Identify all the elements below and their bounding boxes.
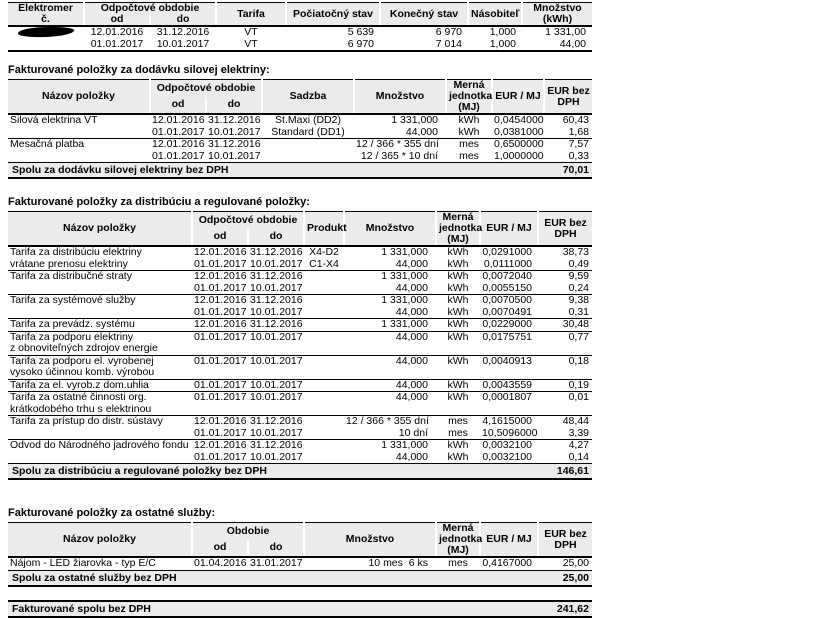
cell: kWh xyxy=(436,440,480,452)
cell: 4,1615000 xyxy=(480,416,538,428)
cell: 0,0055150 xyxy=(482,282,532,294)
cell: kWh xyxy=(436,295,480,307)
cell: 10 dní xyxy=(398,427,428,439)
cell: 12.01.2016 xyxy=(194,246,247,258)
table-row xyxy=(8,283,592,295)
cell: 1 331,000 xyxy=(344,295,436,307)
spacer xyxy=(8,52,608,64)
cell: 0,14 xyxy=(568,451,589,463)
col-header-quantity-kwh: Množstvo (kWh) xyxy=(522,3,592,27)
col-header-quantity: Množstvo xyxy=(304,523,436,558)
cell: Tarifa za prevádz. systému xyxy=(8,319,192,332)
cell: 01.04.2016 xyxy=(194,557,247,569)
cell: kWh xyxy=(436,319,480,332)
cell xyxy=(480,343,538,355)
cell: 1 331,000 xyxy=(344,319,436,332)
cell: 1 331,000 xyxy=(344,246,436,259)
cell: 44,000 xyxy=(344,379,436,392)
cell xyxy=(304,319,344,332)
cell: 38,73 xyxy=(538,246,592,259)
cell: 0,0072040 xyxy=(480,271,538,283)
cell: 0,31 xyxy=(568,306,589,318)
cell: 12 / 366 * 355 dní xyxy=(344,416,436,428)
cell xyxy=(192,343,248,355)
cell: 0,0070500 xyxy=(480,295,538,307)
cell: Silová elektrina VT xyxy=(8,114,150,127)
cell xyxy=(344,404,436,416)
cell xyxy=(480,404,538,416)
col-header-od: od xyxy=(192,540,248,557)
cell: 44,000 xyxy=(395,306,428,318)
cell xyxy=(304,404,344,416)
cell: 0,33 xyxy=(568,150,589,162)
cell: 10,5096000 xyxy=(482,427,538,439)
meter-table-body xyxy=(8,26,592,51)
cell: vrátane prenosu elektriny xyxy=(10,258,128,270)
spacer xyxy=(8,179,608,196)
col-header-tariff: Tarifa xyxy=(216,3,286,27)
cell: 31.12.2016 xyxy=(250,294,303,306)
cell: 10.01.2017 xyxy=(250,258,303,270)
cell xyxy=(304,428,344,440)
cell: 6 970 xyxy=(380,26,468,39)
cell xyxy=(8,151,150,163)
table-row xyxy=(8,355,592,367)
table-row xyxy=(8,259,592,271)
table-row xyxy=(8,331,592,343)
cell: 1 331,000 xyxy=(344,440,436,452)
cell: 44,000 xyxy=(395,451,428,463)
grand-total-bar xyxy=(8,600,592,618)
col-header-item-name: Názov položky xyxy=(8,80,150,115)
cell: 0,0229000 xyxy=(480,319,538,332)
cell: 44,00 xyxy=(559,38,586,50)
table-row xyxy=(8,319,592,332)
table-row xyxy=(8,271,592,283)
cell: kWh xyxy=(436,246,480,259)
col-header-unit: Merná jednotka (MJ) xyxy=(446,80,492,115)
cell: 0,19 xyxy=(538,379,592,392)
cell: kWh xyxy=(447,258,469,270)
cell: 0,18 xyxy=(538,355,592,367)
table-row xyxy=(8,39,592,52)
cell: 25,00 xyxy=(538,557,592,570)
cell: 9,38 xyxy=(538,295,592,307)
cell: 0,0291000 xyxy=(480,246,538,259)
cell: kWh xyxy=(458,126,480,138)
meter-label-line2: č. xyxy=(41,13,50,25)
cell: 0,0111000 xyxy=(483,258,532,270)
col-header-do: do xyxy=(206,97,262,114)
cell: 12 / 366 * 355 dní xyxy=(354,139,446,151)
total-label: Spolu za distribúciu a regulované položky bez DPH xyxy=(12,465,267,477)
cell xyxy=(538,404,592,416)
cell: 44,000 xyxy=(344,355,436,367)
table-row xyxy=(8,343,592,355)
cell: 1 331,00 xyxy=(522,26,592,39)
cell: 31.12.2016 xyxy=(150,26,216,39)
cell: kWh xyxy=(436,331,480,343)
cell: mes xyxy=(436,416,480,428)
meter-label-line1: Elektromer xyxy=(18,2,73,14)
col-header-eur: EUR bez DPH xyxy=(538,523,592,558)
cell: mes xyxy=(446,139,492,151)
table-row xyxy=(8,416,592,428)
col-header-period-group: Odpočtové obdobie xyxy=(192,212,304,229)
cell: Tarifa za podporu elektriny xyxy=(8,331,192,343)
cell: kWh xyxy=(436,355,480,367)
cell: X4-D2 xyxy=(304,246,344,259)
table-row xyxy=(8,246,592,259)
col-header-period-group: Obdobie xyxy=(192,523,304,540)
cell: 01.01.2017 xyxy=(90,38,144,50)
table-row xyxy=(8,452,592,464)
cell: kWh xyxy=(436,379,480,392)
cell: C1-X4 xyxy=(309,258,339,270)
cell: Tarifa za ostatné činnosti org. xyxy=(8,392,192,404)
cell xyxy=(304,392,344,404)
distribution-table-body xyxy=(8,246,592,463)
supply-table-body xyxy=(8,114,592,162)
cell: mes xyxy=(436,557,480,570)
cell: Odvod do Národného jadrového fondu xyxy=(8,440,192,452)
cell: 12.01.2016 xyxy=(194,318,247,330)
cell: 1,68 xyxy=(568,126,589,138)
cell: Št.Maxi (DD2) xyxy=(262,114,354,127)
col-header-do: do xyxy=(150,14,216,26)
cell: 1 331,000 xyxy=(344,271,436,283)
cell xyxy=(538,367,592,379)
cell: 10.01.2017 xyxy=(250,355,303,367)
table-row xyxy=(8,367,592,379)
cell xyxy=(8,26,84,39)
col-header-item-name: Názov položky xyxy=(8,212,192,247)
table-row xyxy=(8,26,592,39)
cell: Tarifa za prístup do distr. sústavy xyxy=(8,416,192,428)
col-header-od: od xyxy=(192,229,248,246)
cell: 10.01.2017 xyxy=(250,391,303,403)
cell: 1 331,000 xyxy=(354,114,446,127)
cell xyxy=(8,428,192,440)
cell: 1,000 xyxy=(489,38,516,50)
cell: z obnoviteľných zdrojov energie xyxy=(10,343,158,354)
distribution-table xyxy=(8,211,592,463)
table-row xyxy=(8,557,592,570)
cell: Tarifa za distribučné straty xyxy=(8,271,192,283)
table-row xyxy=(8,404,592,416)
cell: 48,44 xyxy=(538,416,592,428)
cell: 9,59 xyxy=(538,271,592,283)
cell: 10 mes 6 ks xyxy=(304,557,436,570)
cell xyxy=(304,295,344,307)
cell xyxy=(304,379,344,392)
col-header-final-state: Konečný stav xyxy=(380,3,468,27)
cell: 0,6500000 xyxy=(494,138,544,150)
spacer xyxy=(8,587,608,600)
cell: Tarifa za systémové služby xyxy=(8,295,192,307)
cell: 01.01.2017 xyxy=(194,258,247,270)
distribution-total-bar xyxy=(8,463,592,480)
cell xyxy=(436,367,480,379)
other-total-bar xyxy=(8,570,592,587)
cell: 10.01.2017 xyxy=(250,306,303,318)
cell: 0,0032100 xyxy=(482,451,532,463)
cell: kWh xyxy=(447,451,469,463)
cell xyxy=(248,367,304,379)
total-value: 146,61 xyxy=(556,465,589,477)
cell xyxy=(304,440,344,452)
cell: 0,49 xyxy=(568,258,589,270)
cell: 44,000 xyxy=(344,392,436,404)
redaction-mark xyxy=(17,26,75,38)
cell: 31.12.2016 xyxy=(208,114,261,126)
col-header-item-name: Názov položky xyxy=(8,523,192,558)
cell: kWh xyxy=(436,271,480,283)
cell xyxy=(304,271,344,283)
cell: 01.01.2017 xyxy=(194,331,247,343)
cell: 01.01.2017 xyxy=(194,306,247,318)
cell: 12 / 365 * 10 dní xyxy=(360,150,438,162)
cell: 6 970 xyxy=(347,38,374,50)
cell: 31.12.2016 xyxy=(250,246,303,258)
table-row xyxy=(8,151,592,163)
cell: Štandard (DD1) xyxy=(271,126,345,138)
col-header-rate: EUR / MJ xyxy=(492,80,544,115)
cell xyxy=(538,343,592,355)
cell: kWh xyxy=(446,114,492,127)
cell: Tarifa za podporu el. vyrobenej xyxy=(8,355,192,367)
cell: 01.01.2017 xyxy=(194,282,247,294)
table-row xyxy=(8,139,592,151)
supply-table xyxy=(8,79,592,162)
col-header-product: Produkt xyxy=(304,212,344,247)
cell: Tarifa za distribúciu elektriny xyxy=(8,246,192,259)
grand-total-value: 241,62 xyxy=(556,602,589,615)
cell xyxy=(262,151,354,163)
cell: 4,27 xyxy=(538,440,592,452)
cell: Mesačná platba xyxy=(8,139,150,151)
spacer xyxy=(8,480,608,507)
col-header-od: od xyxy=(84,14,150,26)
cell xyxy=(8,452,192,464)
cell: 0,01 xyxy=(538,392,592,404)
cell: 01.01.2017 xyxy=(194,391,247,403)
cell: VT xyxy=(216,26,286,39)
cell xyxy=(304,307,344,319)
cell: 01.01.2017 xyxy=(194,427,247,439)
cell xyxy=(304,331,344,343)
cell: 12.01.2016 xyxy=(194,270,247,282)
cell xyxy=(304,452,344,464)
cell: 3,39 xyxy=(568,427,589,439)
meter-table xyxy=(8,2,592,52)
col-header-sadzba: Sadzba xyxy=(262,80,354,115)
cell: 01.01.2017 xyxy=(194,451,247,463)
table-row xyxy=(8,114,592,127)
other-services-table xyxy=(8,522,592,570)
supply-section-title: Fakturované položky za dodávku silovej elektriny: xyxy=(8,64,270,76)
cell: 01.01.2017 xyxy=(194,379,247,391)
table-row xyxy=(8,379,592,392)
cell xyxy=(192,367,248,379)
col-header-eur: EUR bez DPH xyxy=(538,212,592,247)
supply-table-header xyxy=(8,80,592,115)
col-header-period-group: Odpočtové obdobie xyxy=(84,3,216,15)
total-value: 25,00 xyxy=(562,571,589,584)
cell xyxy=(480,367,538,379)
col-header-eur: EUR bez DPH xyxy=(544,80,592,115)
cell: 1,000 xyxy=(468,26,522,39)
cell: 31.12.2016 xyxy=(250,270,303,282)
cell: 12.01.2016 xyxy=(152,138,205,150)
cell: 0,0381000 xyxy=(494,126,544,138)
cell: 10.01.2017 xyxy=(250,282,303,294)
cell: krátkodobého trhu s elektrinou xyxy=(10,403,152,415)
table-row xyxy=(8,307,592,319)
cell: vysoko účinnou komb. výrobou xyxy=(10,367,155,378)
cell xyxy=(8,39,84,52)
cell: 12.01.2016 xyxy=(152,114,205,126)
cell: 12.01.2016 xyxy=(194,439,247,451)
cell xyxy=(262,139,354,151)
total-value: 70,01 xyxy=(562,164,589,176)
col-header-od: od xyxy=(150,97,206,114)
cell xyxy=(192,404,248,416)
cell: 0,0032100 xyxy=(480,440,538,452)
cell: 10.01.2017 xyxy=(250,379,303,391)
cell: 01.01.2017 xyxy=(152,126,205,138)
cell: 5 639 xyxy=(286,26,380,39)
cell: 10.01.2017 xyxy=(208,150,261,162)
col-header-unit: Merná jednotka (MJ) xyxy=(436,523,480,558)
cell xyxy=(436,343,480,355)
cell: 0,0454000 xyxy=(494,114,544,126)
col-header-do: do xyxy=(248,540,304,557)
cell: 0,0043559 xyxy=(480,379,538,392)
col-header-rate: EUR / MJ xyxy=(480,523,538,558)
col-header-period-group: Odpočtové obdobie xyxy=(150,80,262,97)
cell: 31.12.2016 xyxy=(250,439,303,451)
col-header-initial-state: Počiatočný stav xyxy=(286,3,380,27)
cell xyxy=(436,404,480,416)
cell: kWh xyxy=(436,392,480,404)
table-row xyxy=(8,295,592,307)
col-header-meter xyxy=(8,3,84,27)
cell xyxy=(304,283,344,295)
cell xyxy=(8,283,192,295)
cell: 10.01.2017 xyxy=(250,451,303,463)
cell xyxy=(304,367,344,379)
col-header-do: do xyxy=(248,229,304,246)
cell: 30,48 xyxy=(538,319,592,332)
cell: 10.01.2017 xyxy=(250,427,303,439)
cell: 31.12.2016 xyxy=(250,415,303,427)
cell: 0,0070491 xyxy=(482,306,532,318)
col-header-quantity: Množstvo xyxy=(344,212,436,247)
cell: 7,57 xyxy=(544,139,592,151)
cell: 0,24 xyxy=(568,282,589,294)
supply-total-bar xyxy=(8,162,592,179)
table-row xyxy=(8,440,592,452)
cell: 12.01.2016 xyxy=(84,26,150,39)
cell xyxy=(248,343,304,355)
other-services-table-body xyxy=(8,557,592,570)
col-header-unit: Merná jednotka (MJ) xyxy=(436,212,480,247)
cell: 01.01.2017 xyxy=(152,150,205,162)
cell: VT xyxy=(244,38,258,50)
cell: Tarifa za el. vyrob.z dom.uhlia xyxy=(8,379,192,392)
distribution-table-header xyxy=(8,212,592,247)
other-services-table-header xyxy=(8,523,592,558)
cell: 31.12.2016 xyxy=(208,138,261,150)
cell xyxy=(8,127,150,139)
cell: 44,000 xyxy=(344,331,436,343)
cell: 01.01.2017 xyxy=(194,355,247,367)
cell xyxy=(344,343,436,355)
table-row xyxy=(8,392,592,404)
col-header-quantity: Množstvo xyxy=(354,80,446,115)
cell: kWh xyxy=(447,282,469,294)
other-section-title: Fakturované položky za ostatné služby: xyxy=(8,507,216,519)
cell: 12.01.2016 xyxy=(194,294,247,306)
cell: mes xyxy=(448,427,468,439)
cell: 10.01.2017 xyxy=(250,331,303,343)
table-row xyxy=(8,127,592,139)
col-header-multiplier: Násobiteľ xyxy=(468,3,522,27)
cell: 60,43 xyxy=(544,114,592,127)
cell: kWh xyxy=(447,306,469,318)
col-header-rate: EUR / MJ xyxy=(480,212,538,247)
total-label: Spolu za ostatné služby bez DPH xyxy=(12,571,177,584)
cell xyxy=(344,367,436,379)
cell: 0,0040913 xyxy=(480,355,538,367)
table-row xyxy=(8,428,592,440)
cell: 0,4167000 xyxy=(480,557,538,570)
cell: 10.01.2017 xyxy=(208,126,261,138)
cell: 31.01.2017 xyxy=(250,557,303,569)
cell: 44,000 xyxy=(395,282,428,294)
total-label: Spolu za dodávku silovej elektriny bez DPH xyxy=(12,164,229,176)
grand-total-label: Fakturované spolu bez DPH xyxy=(12,602,151,615)
cell: 44,000 xyxy=(405,126,438,138)
cell: 1,0000000 xyxy=(494,150,544,162)
cell xyxy=(8,307,192,319)
cell: 10.01.2017 xyxy=(156,38,210,50)
cell xyxy=(304,355,344,367)
cell: 12.01.2016 xyxy=(194,415,247,427)
cell: Nájom - LED žiarovka - typ E/C xyxy=(8,557,192,570)
cell: 0,0001807 xyxy=(480,392,538,404)
distribution-section-title: Fakturované položky za distribúciu a regulované položky: xyxy=(8,196,310,208)
cell xyxy=(248,404,304,416)
cell: 31.12.2016 xyxy=(250,318,303,330)
cell: 7 014 xyxy=(435,38,462,50)
cell: 0,77 xyxy=(538,331,592,343)
cell: 44,000 xyxy=(395,258,428,270)
meter-table-header xyxy=(8,3,592,27)
cell xyxy=(304,416,344,428)
cell xyxy=(304,343,344,355)
cell: mes xyxy=(459,150,479,162)
cell: 0,0175751 xyxy=(480,331,538,343)
